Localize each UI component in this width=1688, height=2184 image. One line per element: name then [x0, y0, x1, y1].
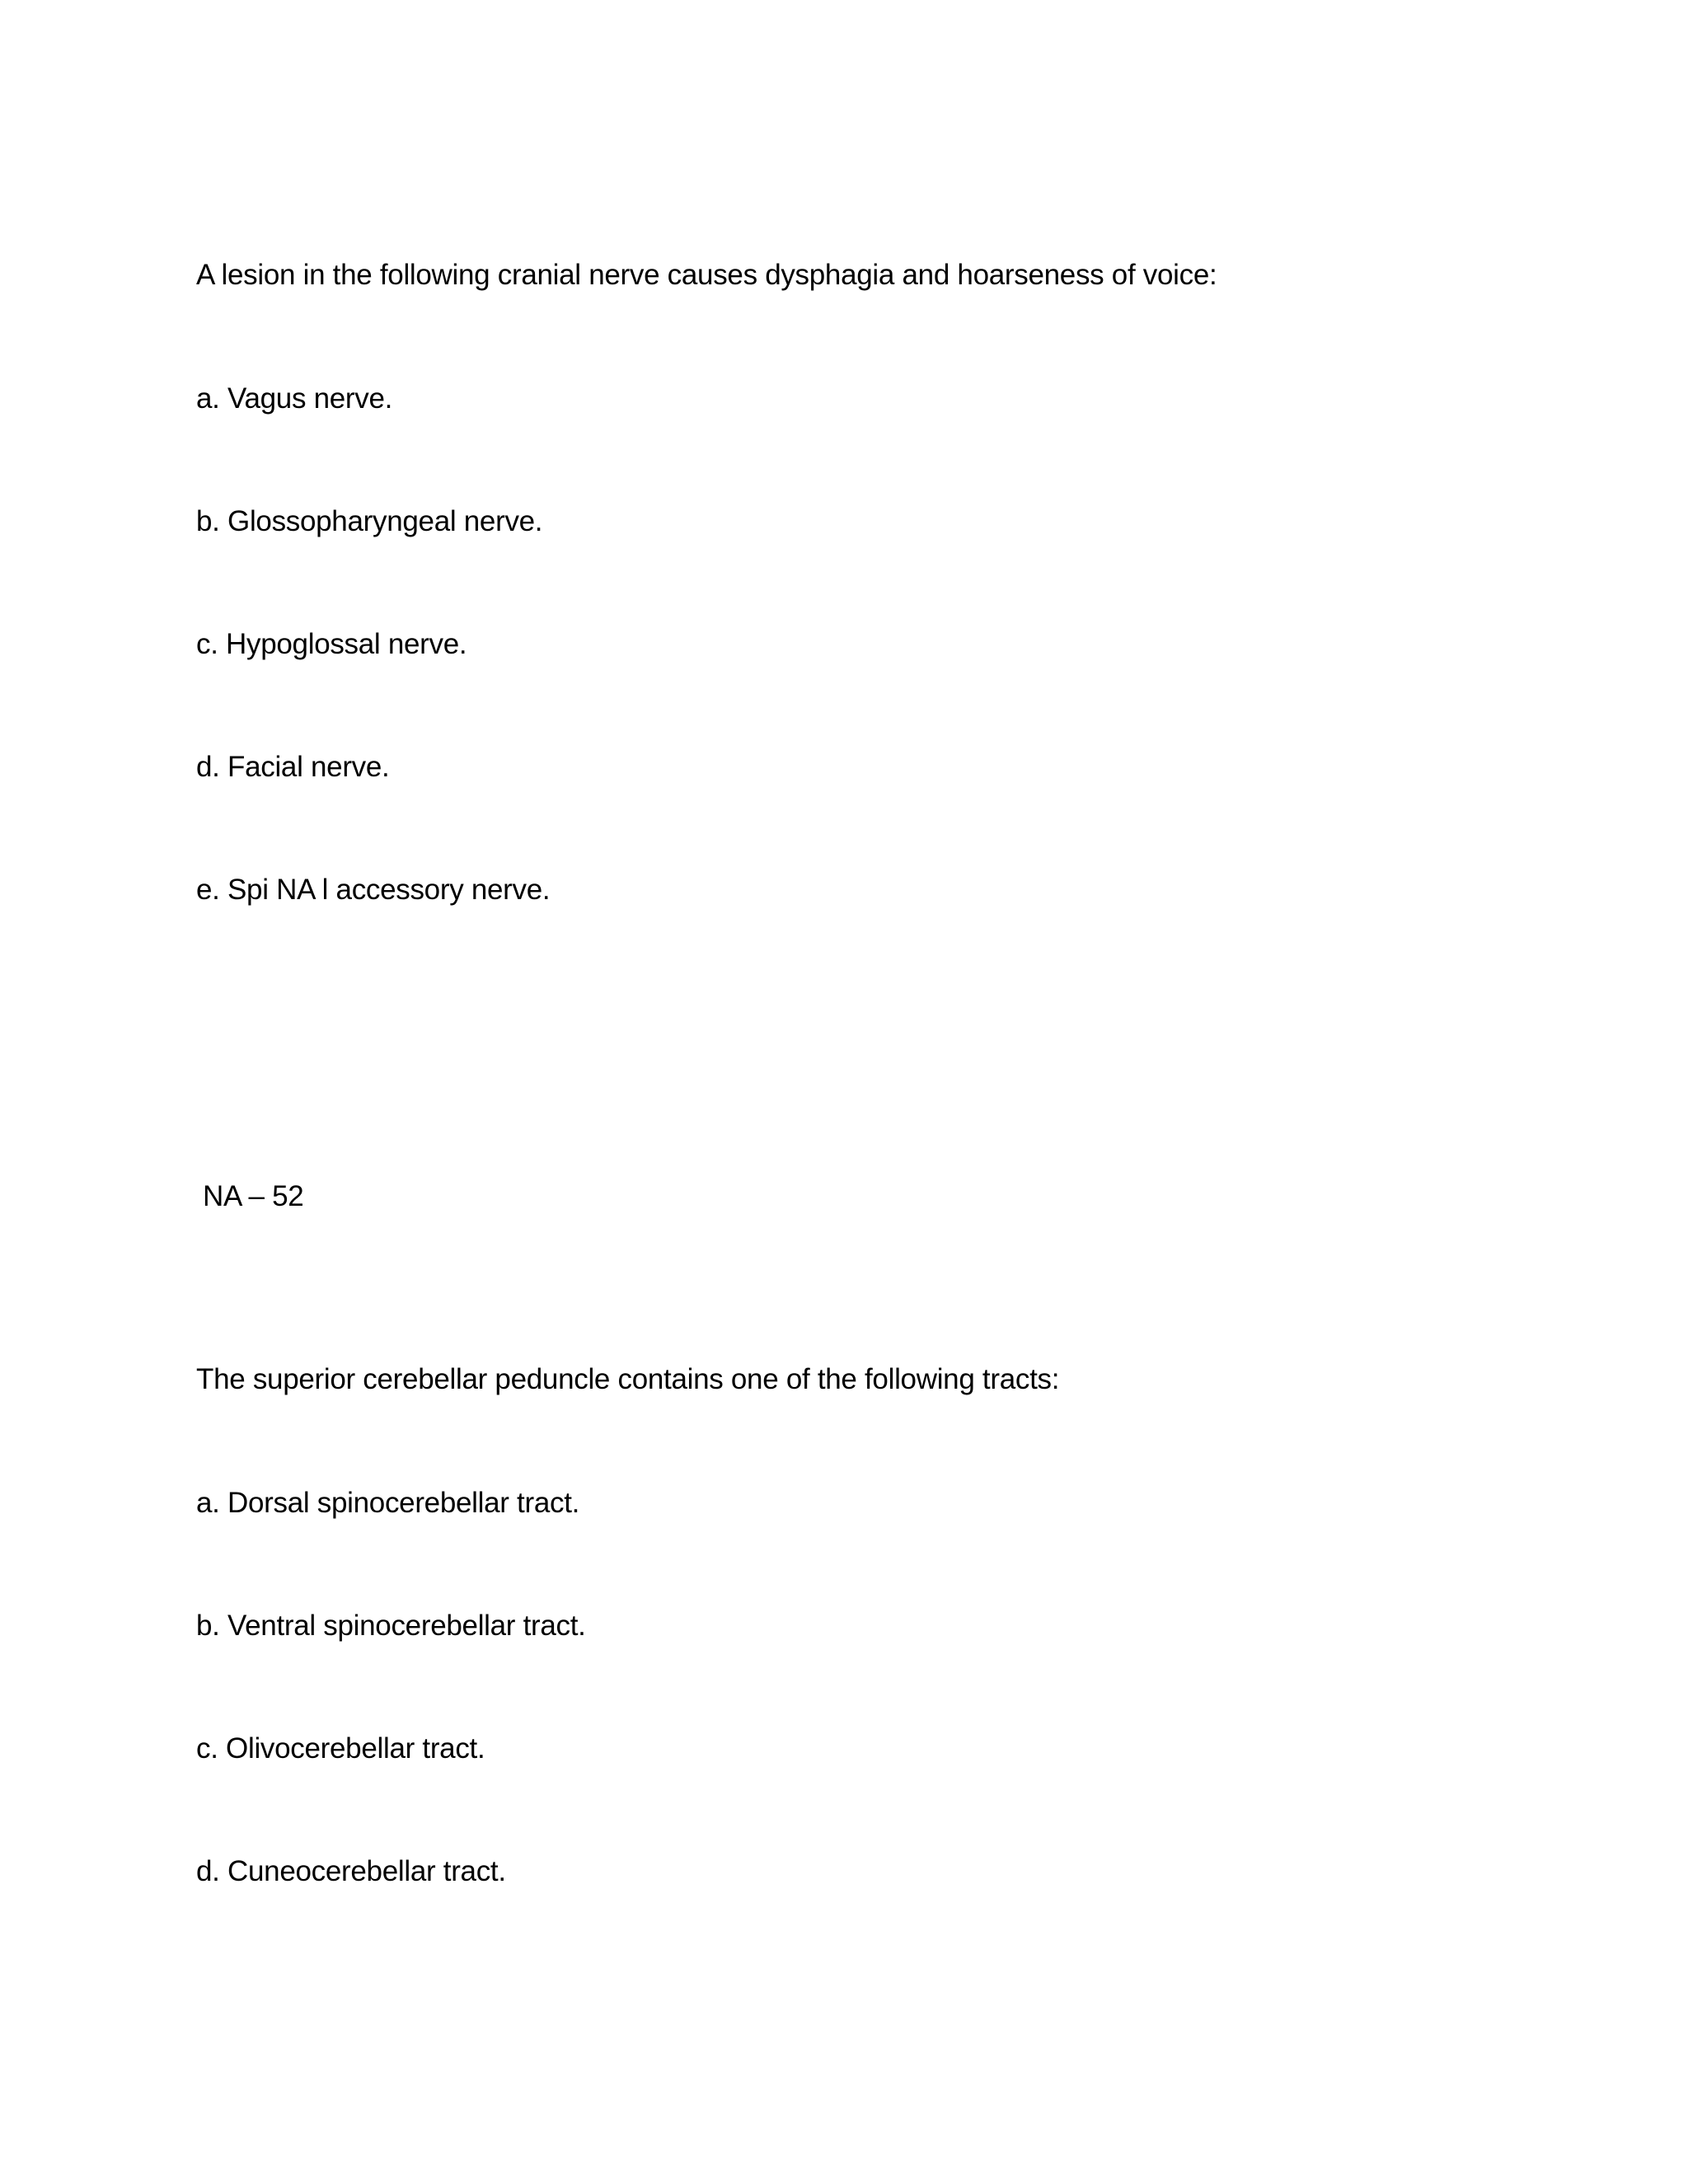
question-1-option-b: b. Glossopharyngeal nerve. [196, 505, 543, 537]
question-1-option-d: d. Facial nerve. [196, 751, 390, 783]
question-2-option-a: a. Dorsal spinocerebellar tract. [196, 1487, 580, 1519]
question-2-stem: The superior cerebellar peduncle contains one of the following tracts: [196, 1363, 1060, 1395]
question-1-stem: A lesion in the following cranial nerve causes dysphagia and hoarseness of voice: [196, 259, 1217, 291]
question-2-tag: NA – 52 [203, 1180, 304, 1212]
question-2-option-d: d. Cuneocerebellar tract. [196, 1855, 506, 1887]
question-2-option-c: c. Olivocerebellar tract. [196, 1732, 485, 1765]
question-1-option-a: a. Vagus nerve. [196, 382, 393, 415]
question-1-option-c: c. Hypoglossal nerve. [196, 628, 467, 660]
question-1-option-e: e. Spi NA l accessory nerve. [196, 874, 551, 906]
question-2-option-b: b. Ventral spinocerebellar tract. [196, 1610, 586, 1642]
